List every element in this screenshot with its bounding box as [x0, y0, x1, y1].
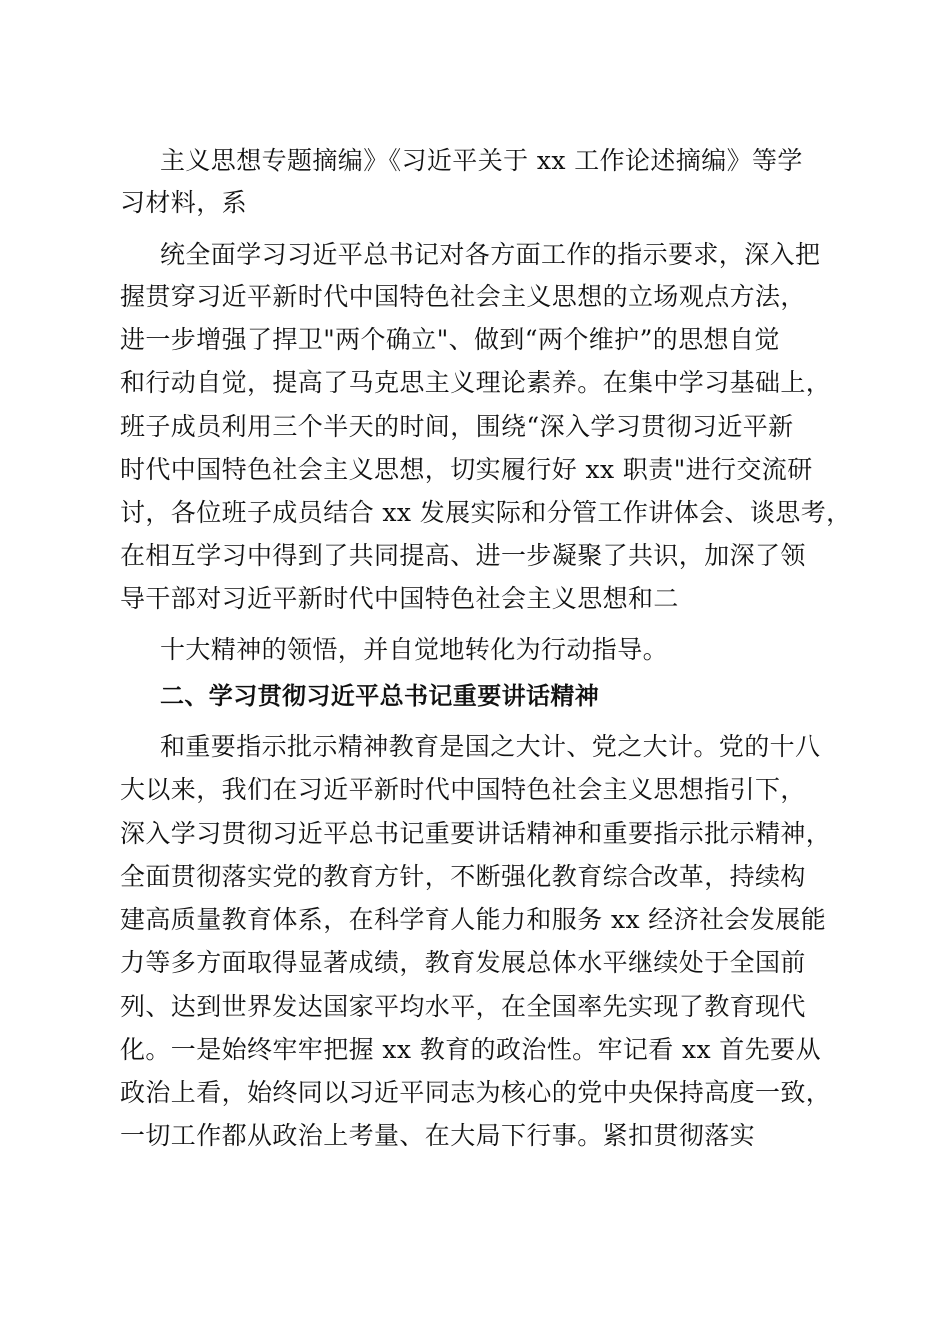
- text-line: 十大精神的领悟，并自觉地转化为行动指导。: [160, 635, 669, 664]
- text-line: 进一步增强了捍卫"两个确立"、做到“两个维护”的思想自觉: [120, 325, 780, 354]
- text-line: 和重要指示批示精神教育是国之大计、党之大计。党的十八: [160, 732, 821, 761]
- text-line: 讨，各位班子成员结合 xx 发展实际和分管工作讲体会、谈思考，: [120, 498, 852, 527]
- section-heading: 二、学习贯彻习近平总书记重要讲话精神: [160, 682, 600, 710]
- text-line: 导干部对习近平新时代中国特色社会主义思想和二: [120, 584, 679, 613]
- text-line: 全面贯彻落实党的教育方针，不断强化教育综合改革，持续构: [120, 862, 806, 891]
- text-line: 握贯穿习近平新时代中国特色社会主义思想的立场观点方法，: [120, 282, 806, 311]
- text-line: 建高质量教育体系，在科学育人能力和服务 xx 经济社会发展能: [120, 905, 827, 934]
- text-line: 大以来，我们在习近平新时代中国特色社会主义思想指引下，: [120, 775, 806, 804]
- text-line: 和行动自觉，提高了马克思主义理论素养。在集中学习基础上，: [120, 368, 832, 397]
- text-line: 深入学习贯彻习近平总书记重要讲话精神和重要指示批示精神，: [120, 819, 832, 848]
- text-line: 化。一是始终牢牢把握 xx 教育的政治性。牢记看 xx 首先要从: [120, 1035, 821, 1064]
- text-line: 习材料，系: [120, 188, 248, 217]
- text-line: 统全面学习习近平总书记对各方面工作的指示要求，深入把: [160, 240, 821, 269]
- text-line: 一切工作都从政治上考量、在大局下行事。紧扣贯彻落实: [120, 1121, 756, 1150]
- text-line: 班子成员利用三个半天的时间，围绕“深入学习贯彻习近平新: [120, 412, 794, 441]
- text-line: 政治上看，始终同以习近平同志为核心的党中央保持高度一致，: [120, 1078, 832, 1107]
- text-line: 力等多方面取得显著成绩，教育发展总体水平继续处于全国前: [120, 948, 806, 977]
- text-line: 列、达到世界发达国家平均水平，在全国率先实现了教育现代: [120, 992, 806, 1021]
- text-line: 主义思想专题摘编》《习近平关于 xx 工作论述摘编》等学: [160, 146, 803, 175]
- text-line: 在相互学习中得到了共同提高、进一步凝聚了共识，加深了领: [120, 541, 806, 570]
- text-line: 时代中国特色社会主义思想，切实履行好 xx 职责"进行交流研: [120, 455, 813, 484]
